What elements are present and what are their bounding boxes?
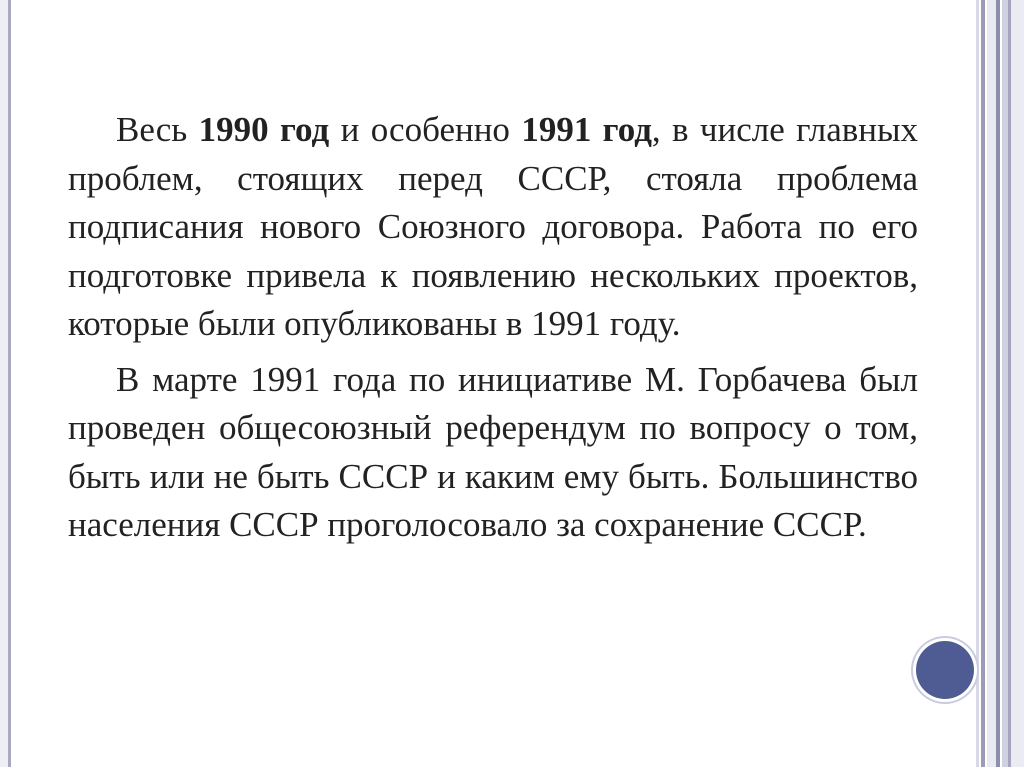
- paragraph-1-text-3: , в числе главных проблем, стоящих перед СССР, стояла проблема подписания нового Союзного договора. Работа по его подготовке привела к появлению нескольких проектов, которые были опубликованы в 1991 году.: [68, 110, 919, 343]
- stripe: [987, 0, 996, 767]
- paragraph-1: [68, 106, 918, 349]
- stripe: [981, 0, 985, 767]
- stripe: [996, 0, 1000, 767]
- year-1990-bold: 1990 год: [198, 110, 330, 149]
- stripe: [1011, 0, 1024, 767]
- paragraph-1-text-2: и особенно: [329, 110, 522, 149]
- paragraph-1-text-1: Весь: [116, 110, 199, 149]
- right-decorative-stripes: [976, 0, 1024, 767]
- left-border: [0, 0, 8, 767]
- left-border-line: [8, 0, 11, 767]
- slide-body: [68, 106, 918, 550]
- year-1991-bold: 1991 год: [521, 110, 652, 149]
- paragraph-2: В марте 1991 года по инициативе М. Горбачева был проведен общесоюзный референдум по вопросу о том, быть или не быть СССР и каким ему быть. Большинство населения СССР проголосовало за сохранение СССР.: [68, 359, 918, 544]
- circle-nav-icon[interactable]: [916, 641, 974, 699]
- stripe: [976, 0, 979, 767]
